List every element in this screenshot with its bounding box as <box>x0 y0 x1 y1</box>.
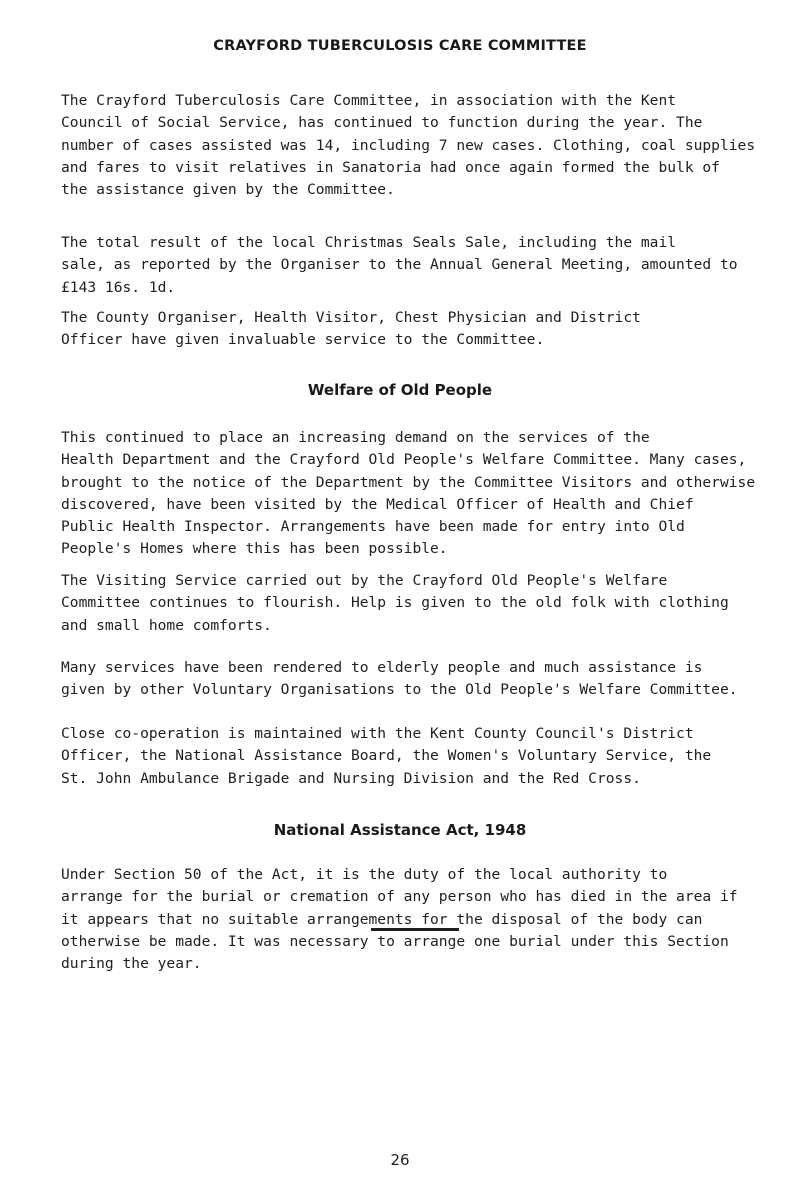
voluntary-organisations-paragraph: Many services have been rendered to elderly people and much assistance is given by other Voluntary Organisations to the Old People's Welfare Committee. <box>61 659 738 699</box>
cooperation-paragraph: Close co-operation is maintained with the Kent County Council's District Officer, the National Assistance Board, the Women's Voluntary Service, the St. John Ambulance Brigade and Nursing Division and the Red Cross. <box>61 725 712 787</box>
christmas-seals-paragraph: The total result of the local Christmas Seals Sale, including the mail sale, as reported by the Organiser to the Annual General Meeting, amounted to £143 16s. 1d. <box>61 234 738 296</box>
acknowledgement-paragraph: The County Organiser, Health Visitor, Chest Physician and District Officer have given invaluable service to the Committee. <box>61 309 641 349</box>
section-divider <box>371 928 459 931</box>
burial-section-paragraph: Under Section 50 of the Act, it is the duty of the local authority to arrange for the burial or cremation of any person who has died in the area if it appears that no suitable arrangements for the disposal of the body can otherwise be made. It was necessary to arrange one burial under this Section during the year. <box>61 866 738 973</box>
welfare-demand-paragraph: This continued to place an increasing demand on the services of the Health Department and the Crayford Old People's Welfare Committee. Many cases, brought to the notice of the Department by the Committee Visitors and otherwise discovered, have been visited by the Medical Officer of Health and Chief Public Health Inspector. Arrangements have been made for entry into Old People's Homes where this has been possible. <box>61 429 756 558</box>
visiting-service-paragraph: The Visiting Service carried out by the Crayford Old People's Welfare Committee continues to flourish. Help is given to the old folk with clothing and small home comforts. <box>61 572 729 634</box>
section-heading-welfare: Welfare of Old People <box>307 381 493 399</box>
section-heading-national-assistance: National Assistance Act, 1948 <box>273 821 527 839</box>
page-title: CRAYFORD TUBERCULOSIS CARE COMMITTEE <box>213 38 587 54</box>
tb-committee-paragraph: The Crayford Tuberculosis Care Committee, in association with the Kent Council of Social Service, has continued to function during the year. The number of cases assisted was 14, including 7 new cases. Clothing, coal supplies and fares to visit relatives in Sanatoria had once again formed the bulk of the assistance given by the Committee. <box>61 92 756 199</box>
page-number: 26 <box>390 1151 410 1169</box>
